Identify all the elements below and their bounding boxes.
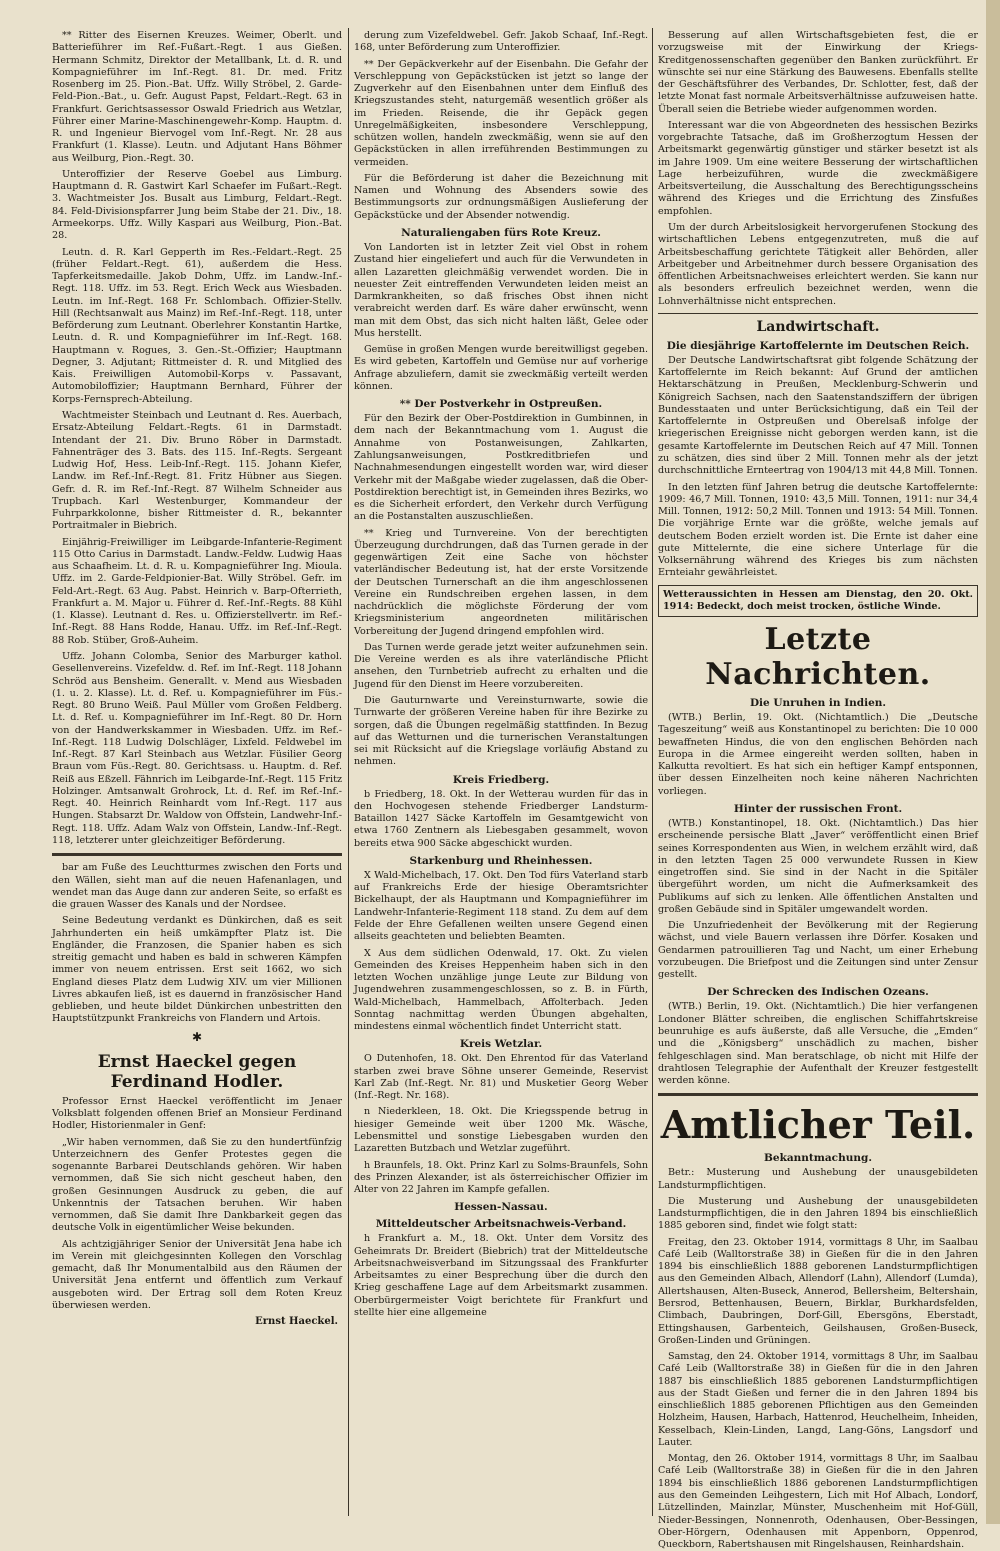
article-paragraph: „Wir haben vernommen, daß Sie zu den hundertfünfzig Unterzeichnern des Genfer Protestes gegen die sogenannte Barbarei Deutschlands gehören. Wir haben vernommen, daß Sie sich nicht gescheut haben, den großen Gesinnungen Ausdruck zu geben, die auf Unkenntnis der Tatsachen beruhen. Wir haben vernommen, daß Sie damit Ihre Dankbarkeit gegen das deutsche Volk in eigentümlicher Weise bekunden. <box>52 1136 342 1234</box>
column-left <box>52 30 342 1516</box>
article-paragraph: Als achtzigjähriger Senior der Universität Jena habe ich im Verein mit gleichgesinnten Kollegen den Vorschlag gemacht, daß Ihr Monumentalbild aus den Räumen der Universität Jena entfernt und öffentlich zum Verkauf ausgeboten wird. Der Ertrag soll dem Roten Kreuz überwiesen werden. <box>52 1238 342 1311</box>
section-heading: Starkenburg und Rheinhessen. <box>409 854 593 867</box>
article-paragraph: Besserung auf allen Wirtschaftsgebieten fest, die er vorzugsweise mit der Einwirkung der Kriegs-Kreditgenossenschaften gegenüber den Banken zurückführt. Er wünschte sei nur eine Stärkung des Bauwesens. Ebenfalls stellte der Geschäftsführer des Verbandes, Dr. Schlotter, fest, daß der letzte Monat fast normale Arbeitsverhältnisse aufzuweisen hatte. Überall seien die Betriebe wieder aufgenommen worden. <box>658 30 978 115</box>
article-paragraph: X Aus dem südlichen Odenwald, 17. Okt. Zu vielen Gemeinden des Kreises Heppenheim haben sich in den letzten Wochen unzählige junge Leute zur Bildung von Jugendwehren zusammengeschlossen, so z. B. in Fürth, Wald-Michelbach, Hammelbach, Affolterbach. Jeden Sonntag nachmittag werden Übungen abgehalten, mindestens einmal wöchentlich findet Unterricht statt. <box>354 947 648 1033</box>
section-heading: Mitteldeutscher Arbeitsnachweis-Verband. <box>375 1218 627 1231</box>
section-divider <box>658 313 978 314</box>
section-heading: Hessen-Nassau. <box>454 1201 548 1214</box>
section-divider <box>658 1093 978 1096</box>
article-paragraph: Die Musterung und Aushebung der unausgebildeten Landsturmpflichtigen, die in den Jahren 1894 bis einschließlich 1885 geboren sind, findet wie folgt statt: <box>658 1195 978 1232</box>
weather-forecast-box: Wetteraussichten in Hessen am Dienstag, den 20. Okt. 1914: Bedeckt, doch meist trocken, östliche Winde. <box>658 585 978 618</box>
article-paragraph: Uffz. Johann Colomba, Senior des Marburger kathol. Gesellenvereins. Vizefeldw. d. Ref. im Inf.-Regt. 118 Johann Schröd aus Bensheim. Generallt. v. Mend aus Wiesbaden (1. u. 2. Klasse). Lt. d. Ref. u. Kompagnieführer im Füs.-Regt. 80 Bruno Weiß. Paul Müller vom Großen Feldberg. Lt. d. Ref. u. Kompagnieführer im Inf.-Regt. 80 Dr. Horn von der Handwerkskammer in Wiesbaden. Uffz. im Ref.-Inf.-Regt. 118 Ludwig Dolschläger, Lixfeld. Feldwebel im Inf.-Regt. 87 Karl Steinbach aus Wetzlar. Füsilier Georg Braun vom Füs.-Regt. 80. Gerichtsass. u. Hauptm. d. Ref. Reiß aus Eßzell. Fähnrich im Leibgarde-Inf.-Regt. 115 Fritz Holzinger. Amtsanwalt Grohrock, Lt. d. Ref. im Ref.-Inf.-Regt. 40. Heinrich Reinhardt vom Inf.-Regt. 117 aus Hungen. Stabsarzt Dr. Waldow von Offstein, Landwehr-Inf.-Regt. 118. Uffz. Adam Walz von Offstein, Landw.-Inf.-Regt. 118, letzterer unter gleichzeitiger Beförderung. <box>52 651 342 846</box>
article-signature: Ernst Haeckel. <box>255 1316 338 1328</box>
article-paragraph: Einjährig-Freiwilliger im Leibgarde-Infanterie-Regiment 115 Otto Carius in Darmstadt. Landw.-Feldw. Ludwig Haas aus Schaafheim. Lt. d. R. u. Kompagnieführer Ing. Mioula. Uffz. im 2. Garde-Feldpionier-Bat. Willy Ströbel. Gefr. im Feld-Art.-Regt. 63 Aug. Pabst. Heinrich v. Barp-Ofterrieth, Frankfurt a. M. Major u. Führer d. Ref.-Inf.-Regts. 88 Kühl (1. Klasse). Leutnant d. Res. u. Offizierstellvertr. im Ref.-Inf.-Regt. 88 Hans Rodde, Hanau. Uffz. im Ref.-Inf.-Regt. 88 Rob. Stüber, Groß-Auheim. <box>52 536 342 646</box>
column-middle <box>354 30 648 1516</box>
section-heading: Der Schrecken des Indischen Ozeans. <box>707 986 929 999</box>
article-paragraph: b Friedberg, 18. Okt. In der Wetterau wurden für das in den Hochvogesen stehende Friedberger Landsturm-Bataillon 1427 Säcke Kartoffeln im Gesamtgewicht von etwa 1760 Zentnern als Liebesgaben gesammelt, wovon bereits etwa 900 Säcke abgeschickt wurden. <box>354 788 648 849</box>
article-paragraph: Montag, den 26. Oktober 1914, vormittags 8 Uhr, im Saalbau Café Leib (Walltorstraße 38) in Gießen für die in den Jahren 1894 bis einschließlich 1886 geborenen Landsturmpflichtigen aus den Gemeinden Leihgestern, Lich mit Hof Albach, Londorf, Lützellinden, Mainzlar, Münster, Muschenheim mit Hof-Güll, Nieder-Bessingen, Nonnenroth, Odenhausen, Ober-Bessingen, Ober-Hörgern, Odenhausen mit Appenborn, Oppenrod, Queckborn, Rabertshausen mit Ringelshausen, Reinhardshain. <box>658 1453 978 1551</box>
article-paragraph: ** Krieg und Turnvereine. Von der berechtigten Überzeugung durchdrungen, daß das Turnen gerade in der gegenwärtigen Zeit eine Sache von höchster vaterländischer Bedeutung ist, hat der erste Vorsitzende der Deutschen Turnerschaft an die ihm angeschlossenen Vereine ein Rundschreiben ergehen lassen, in dem nachdrücklich die möglichste Förderung der vom Kriegsministerium angeordneten militärischen Vorbereitung der Jugend dringend empfohlen wird. <box>354 527 648 637</box>
article-paragraph: Samstag, den 24. Oktober 1914, vormittags 8 Uhr, im Saalbau Café Leib (Walltorstraße 38) in Gießen für die in den Jahren 1887 bis einschließlich 1885 geborenen Landsturmpflichtigen aus der Stadt Gießen und ferner die in den Jahren 1894 bis einschließlich 1885 geborenen Pflichtigen aus den Gemeinden Holzheim, Hausen, Harbach, Hattenrod, Heuchelheim, Inheiden, Kesselbach, Klein-Linden, Langd, Lang-Göns, Langsdorf und Lauter. <box>658 1351 978 1448</box>
column-rule <box>348 28 349 1516</box>
article-paragraph: Für die Beförderung ist daher die Bezeichnung mit Namen und Wohnung des Absenders sowie des Bestimmungsorts zur ordnungsmäßigen Auslieferung der Gepäckstücke und der Absender notwendig. <box>354 172 648 221</box>
article-paragraph: ** Der Gepäckverkehr auf der Eisenbahn. Die Gefahr der Verschleppung von Gepäckstücken ist jetzt so lange der Zugverkehr auf den Eisenbahnen unter dem Einfluß des Kriegszustandes steht, naturgemäß wesentlich größer als im Frieden. Reisende, die ihr Gepäck gegen Unregelmäßigkeiten, insbesondere Verschleppung, schützen wollen, handeln zweckmäßig, wenn sie auf den Gepäckstücken in allen irreführenden Bestimmungen zu vermeiden. <box>354 58 648 168</box>
article-paragraph: Seine Bedeutung verdankt es Dünkirchen, daß es seit Jahrhunderten ein heiß umkämpfter Platz ist. Die Engländer, die Franzosen, die Spanier haben es sich streitig gemacht und haben es bald in schweren Kämpfen immer von neuem entrissen. Erst seit 1662, wo sich England dieses Platz dem Ludwig XIV. um vier Millionen Livres abkaufen ließ, ist es dauernd in französischer Hand geblieben, und heute bildet Dünkirchen unbestritten den Hauptstützpunkt Frankreichs von Flandern und Artois. <box>52 915 342 1025</box>
section-heading: Hinter der russischen Front. <box>733 803 903 816</box>
section-heading: Landwirtschaft. <box>756 318 880 335</box>
article-paragraph: Um der durch Arbeitslosigkeit hervorgerufenen Stockung des wirtschaftlichen Lebens entgegenzutreten, muß die auf Arbeitsbeschaffung gerichtete Tätigkeit aller Behörden, aller Arbeitgeber und Arbeitnehmer durch bessere Organisation des öffentlichen Arbeitsnachweises erleichtert werden. Sie kann nur als besonders erfreulich bezeichnet werden, wenn die Lohnverhältnisse nicht entsprechen. <box>658 221 978 307</box>
article-paragraph: Professor Ernst Haeckel veröffentlicht im Jenaer Volksblatt folgenden offenen Brief an Monsieur Ferdinand Hodler, Historienmaler in Genf: <box>52 1095 342 1132</box>
article-paragraph: n Niederkleen, 18. Okt. Die Kriegsspende betrug in hiesiger Gemeinde weit über 1200 Mk. Wäsche, Lebensmittel und sonstige Liebesgaben wurden den Lazaretten Butzbach und Wetzlar zugeführt. <box>354 1106 648 1155</box>
latest-news-headline: Letzte Nachrichten. <box>705 622 931 693</box>
article-paragraph: bar am Fuße des Leuchtturmes zwischen den Forts und den Wällen, sieht man auf die neuen Hafenanlagen, und wendet man das Auge dann zur anderen Seite, so erfaßt es die grauen Wasser des Kanals und der Nordsee. <box>52 862 342 911</box>
article-paragraph: Die Unzufriedenheit der Bevölkerung mit der Regierung wächst, und viele Bauern verlassen ihre Dörfer. Kosaken und Gendarmen patrouillieren Tag und Nacht, um einer Erhebung vorzubeugen. Die Briefpost und die Zeitungen sind unter Zensur gestellt. <box>658 920 978 981</box>
column-right <box>658 30 978 1551</box>
section-heading: ** Der Postverkehr in Ostpreußen. <box>399 398 603 411</box>
article-paragraph: Wachtmeister Steinbach und Leutnant d. Res. Auerbach, Ersatz-Abteilung Feldart.-Regts. 61 in Darmstadt. Intendant der 21. Div. Bruno Röber in Darmstadt. Fahnenträger des 3. Bats. des 115. Inf.-Regts. Sergeant Ludwig Hof, Hess. Leib-Inf.-Regt. 115. Johann Kiefer, Landw. im Ref.-Inf.-Regt. 81. Fritz Hübner aus Siegen. Gefr. d. R. im Ref.-Inf.-Regt. 87 Wilhelm Schneider aus Trupbach. Karl Westenburger, Kommandeur der Fuhrparkkolonne, bisher Rittmeister d. R., bekannter Portraitmaler in Biebrich. <box>52 409 342 532</box>
article-paragraph: (WTB.) Berlin, 19. Okt. (Nichtamtlich.) Die „Deutsche Tageszeitung“ weiß aus Konstantinopel zu berichten: Die 10 000 bewaffneten Hindus, die von den englischen Behörden nach Europa in die Armee eingereiht werden sollten, haben in Kalkutta revoltiert. Es hat sich ein heftiger Kampf entsponnen, über dessen Einzelheiten noch keine näheren Nachrichten vorliegen. <box>658 712 978 797</box>
article-paragraph: (WTB.) Konstantinopel, 18. Okt. (Nichtamtlich.) Das hier erscheinende persische Blatt „Javer“ veröffentlicht einen Brief seines Korrespondenten aus Wien, in welchem erzählt wird, daß in den letzten Tagen 25 000 verwundete Russen in Kiew eingetroffen sind. Sie sind in der Nacht in die Spitäler übergeführt worden, um nicht die Aufmerksamkeit des Publikums auf sich zu lenken. Alle öffentlichen Anstalten und großen Gebäude sind in Spitäler umgewandelt worden. <box>658 818 978 915</box>
article-paragraph: Betr.: Musterung und Aushebung der unausgebildeten Landsturmpflichtigen. <box>658 1167 978 1191</box>
article-paragraph: derung zum Vizefeldwebel. Gefr. Jakob Schaaf, Inf.-Regt. 168, unter Beförderung zum Unteroffizier. <box>354 30 648 54</box>
article-paragraph: Interessant war die von Abgeordneten des hessischen Bezirks vorgebrachte Tatsache, daß im Großherzogtum Hessen der Arbeitsmarkt gegenwärtig günstiger und stärker besetzt ist als im Jahre 1909. Um eine weitere Besserung der wirtschaftlichen Lage herbeizuführen, wurde die zweckmäßigere Arbeitsverteilung, die Ausschaltung des Berechtigungsscheins während des Krieges und die Errichtung des Zinsfußes empfohlen. <box>658 119 978 217</box>
article-paragraph: h Frankfurt a. M., 18. Okt. Unter dem Vorsitz des Geheimrats Dr. Breidert (Biebrich) trat der Mitteldeutsche Arbeitsnachweisverband im Sitzungssaal des Frankfurter Arbeitsamtes zu einer Besprechung über die durch den Krieg geschaffene Lage auf dem Arbeitsmarkt zusammen. Oberbürgermeister Voigt berichtete für Frankfurt und stellte hier eine allgemeine <box>354 1233 648 1318</box>
official-section-headline: Amtlicher Teil. <box>660 1102 976 1148</box>
article-paragraph: In den letzten fünf Jahren betrug die deutsche Kartoffelernte: 1909: 46,7 Mill. Tonnen, 1910: 43,5 Mill. Tonnen, 1911: nur 34,4 Mill. Tonnen, 1912: 50,2 Mill. Tonnen und 1913: 54 Mill. Tonnen. Die vorjährige Ernte war die größte, welche jemals auf deutschem Boden erzielt worden ist. Die Ernte ist daher eine gute Mittelernte, die eine sichere Unterlage für die Volksernährung während des Krieges bis zum nächsten Ernteiahr gewährleistet. <box>658 481 978 579</box>
article-paragraph: Das Turnen werde gerade jetzt weiter aufzunehmen sein. Die Vereine werden es als ihre vaterländische Pflicht ansehen, den Turnbetrieb aufrecht zu erhalten und die Jugend für den Dienst im Heere vorzubereiten. <box>354 641 648 690</box>
section-heading: Kreis Wetzlar. <box>459 1038 543 1051</box>
ornament-divider: ✱ <box>191 1029 203 1044</box>
section-heading: Bekanntmachung. <box>764 1152 872 1165</box>
section-heading: Die diesjährige Kartoffelernte im Deutschen Reich. <box>666 339 970 352</box>
article-paragraph: Von Landorten ist in letzter Zeit viel Obst in rohem Zustand hier eingeliefert und auch für die Verwundeten in allen Lazaretten gleichmäßig verwendet worden. Die in neuester Zeit eintreffenden Verwundeten leiden meist an Darmkrankheiten, so daß frisches Obst ihnen nicht verabreicht werden darf. Es wäre daher erwünscht, wenn man mit dem Obst, das sich nicht halten läßt, Gelee oder Mus herstellt. <box>354 241 648 339</box>
article-paragraph: X Wald-Michelbach, 17. Okt. Den Tod fürs Vaterland starb auf Frankreichs Erde der hiesige Oberamtsrichter Bickelhaupt, der als Hauptmann und Kompagnieführer im Landwehr-Infanterie-Regiment 118 stand. Zu dem auf dem Felde der Ehre Gefallenen weilten unsere Gegend einen allseits geachteten und beliebten Beamten. <box>354 869 648 943</box>
article-paragraph: O Dutenhofen, 18. Okt. Den Ehrentod für das Vaterland starben zwei brave Söhne unserer Gemeinde, Reservist Karl Zab (Inf.-Regt. Nr. 81) und Musketier Georg Weber (Inf.-Regt. Nr. 168). <box>354 1053 648 1102</box>
article-paragraph: h Braunfels, 18. Okt. Prinz Karl zu Solms-Braunfels, Sohn des Prinzen Alexander, ist als österreichischer Offizier im Alter von 22 Jahren im Kampfe gefallen. <box>354 1159 648 1196</box>
section-heading: Die Unruhen in Indien. <box>749 697 887 710</box>
article-paragraph: Die Gauturnwarte und Vereinsturnwarte, sowie die Turnwarte der größeren Vereine haben für ihre Bezirke zu sorgen, daß die Übungen regelmäßig stattfinden. In Bezug auf das Wetturnen und die turnerischen Veranstaltungen sei mit Rücksicht auf die Kriegslage vorläufig Abstand zu nehmen. <box>354 695 648 768</box>
article-headline: Ernst Haeckel gegen Ferdinand Hodler. <box>97 1051 297 1092</box>
section-divider <box>52 853 342 856</box>
article-paragraph: Freitag, den 23. Oktober 1914, vormittags 8 Uhr, im Saalbau Café Leib (Walltorstraße 38) in Gießen für die in den Jahren 1894 bis einschließlich 1888 geborenen Landsturmpflichtigen aus den Gemeinden Albach, Allendorf (Lahn), Allendorf (Lumda), Allertshausen, Alten-Buseck, Annerod, Bellersheim, Beltershain, Bersrod, Bettenhausen, Beuern, Birklar, Burkhardsfelden, Climbach, Daubringen, Dorf-Gill, Ebersgöns, Eberstadt, Ettingshausen, Garbenteich, Geilshausen, Großen-Buseck, Großen-Linden und Grüningen. <box>658 1236 978 1346</box>
article-paragraph: ** Ritter des Eisernen Kreuzes. Weimer, Oberlt. und Batterieführer im Ref.-Fußart.-Regt. 1 aus Gießen. Hermann Schmitz, Direktor der Metallbank, Lt. d. R. und Kompagnieführer im Inf.-Regt. 81. Dr. med. Fritz Rosenberg im 25. Pion.-Bat. Uffz. Willy Ströbel, 2. Garde-Feld-Pion.-Bat., u. Gefr. August Papst, Feldart.-Regt. 63 in Frankfurt. Gerichtsassessor Oswald Friedrich aus Wetzlar, Führer einer Marine-Maschinengewehr-Komp. Hauptm. d. R. und Ingenieur Biervogel vom Inf.-Regt. Nr. 28 aus Frankfurt (1. Klasse). Leutn. und Adjutant Hans Böhmer aus Weilburg, Pion.-Regt. 30. <box>52 30 342 164</box>
column-rule <box>652 28 653 1516</box>
section-heading: Kreis Friedberg. <box>452 773 550 786</box>
article-paragraph: Unteroffizier der Reserve Goebel aus Limburg. Hauptmann d. R. Gastwirt Karl Schaefer im Fußart.-Regt. 3. Wachtmeister Jos. Busalt aus Limburg, Feldart.-Regt. 84. Feld-Divisionspfarrer Jung beim Stabe der 21. Div., 18. Armeekorps. Uffz. Willy Kaspari aus Weilburg, Pion.-Bat. 28. <box>52 168 342 242</box>
section-heading: Naturaliengaben fürs Rote Kreuz. <box>401 226 601 239</box>
article-paragraph: Der Deutsche Landwirtschaftsrat gibt folgende Schätzung der Kartoffelernte im Reich bekannt: Auf Grund der amtlichen Hektarschätzung in Preußen, Mecklenburg-Schwerin und Königreich Sachsen, nach den Saatenstandsziffern der übrigen Bundesstaaten und unter Berücksichtigung, daß ein Teil der Kartoffelernte in Ostpreußen und Oberelsaß infolge der kriegerischen Ereignisse nicht geborgen werden kann, ist die gesamte Kartoffelernte im Deutschen Reich auf 47 Mill. Tonnen zu schätzen, dies sind über 2 Mill. Tonnen mehr als der jetzt durchschnittliche Ernteertrag von 1904/13 mit 44,8 Mill. Tonnen. <box>658 354 978 477</box>
article-paragraph: Gemüse in großen Mengen wurde bereitwilligst gegeben. Es wird gebeten, Kartoffeln und Gemüse nur auf vorherige Anfrage abzuliefern, damit sie zweckmäßig verteilt werden können. <box>354 344 648 392</box>
paper-edge <box>986 0 1000 1524</box>
article-paragraph: Für den Bezirk der Ober-Postdirektion in Gumbinnen, in dem nach der Bekanntmachung vom 1. August die Annahme von Postanweisungen, Zahlkarten, Zahlungsanweisungen, Postkreditbriefen und Nachnahmesendungen eingestellt worden war, wird dieser Verkehr mit der Maßgabe wieder zugelassen, daß die Ober-Postdirektion berechtigt ist, in Gemeinden ihres Bezirks, wo es die Sicherheit erfordert, den Verkehr durch Verfügung an die Postanstalten auszuschließen. <box>354 413 648 523</box>
article-paragraph: (WTB.) Berlin, 19. Okt. (Nichtamtlich.) Die hier verfangenen Londoner Blätter schreiben, die englischen Schiffahrtskreise beunruhige es aufs äußerste, daß alle Versuche, die „Emden“ und die „Königsberg“ unschädlich zu machen, bisher fehlgeschlagen sind. Man beratschlage, ob nicht mit Hilfe der drahtlosen Telegraphie der Aufenthalt der Kreuzer festgestellt werden könne. <box>658 1001 978 1087</box>
article-paragraph: Leutn. d. R. Karl Gepperth im Res.-Feldart.-Regt. 25 (früher Feldart.-Regt. 61), außerdem die Hess. Tapferkeitsmedaille. Jakob Dohm, Uffz. im Landw.-Inf.-Regt. 118. Uffz. im 53. Regt. Erich Weck aus Wiesbaden. Leutn. im Inf.-Regt. 168 Fr. Schlombach. Offizier-Stellv. Hill (Rechtsanwalt aus Mainz) im Ref.-Inf.-Regt. 118, unter Beförderung zum Leutnant. Oberlehrer Konstantin Hartke, Leutn. d. R. und Kompagnieführer im Inf.-Regt. 168. Hauptmann v. Rogues, 3. Gen.-St.-Offizier; Hauptmann Degner, 3. Adjutant; Rittmeister d. R. und Mitglied des Kais. Freiwilligen Automobil-Korps v. Passavant, Automobiloffizier; Hauptmann Bernhard, Führer der Korps-Fernsprech-Abteilung. <box>52 246 342 405</box>
